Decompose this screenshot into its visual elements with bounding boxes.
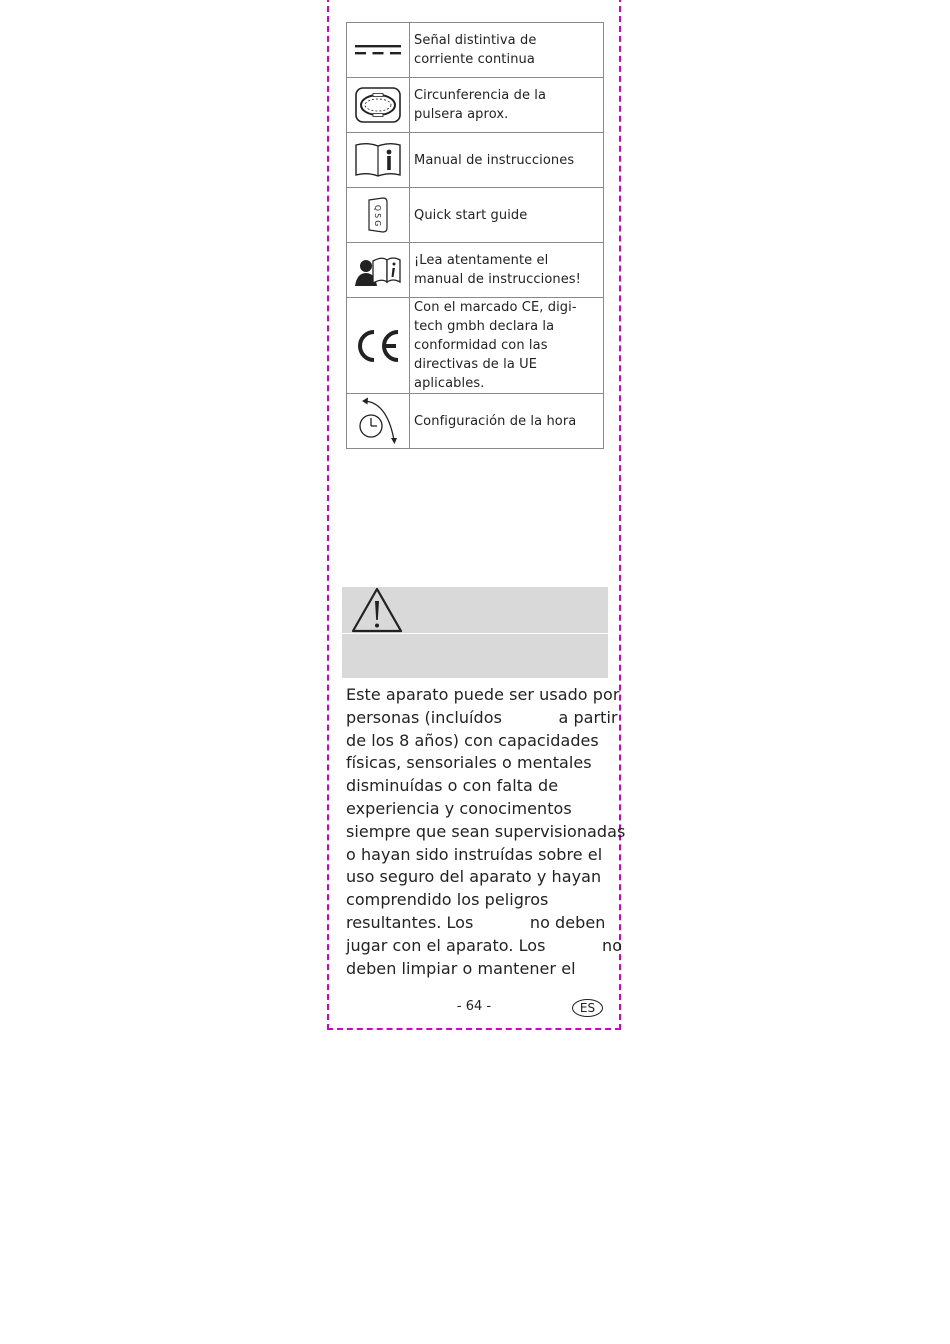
icon-cell <box>347 394 410 449</box>
text-line: Este aparato puede ser usado por <box>346 685 620 704</box>
time-setting-icon <box>354 396 402 446</box>
table-row <box>347 394 604 449</box>
text-line: o hayan sido instruídas sobre el <box>346 844 603 864</box>
text-line: físicas, sensoriales o mentales <box>346 753 592 773</box>
symbol-description: Con el marcado CE, digi-tech gmbh declara la conformidad con las directivas de la UE aplicables. <box>410 298 604 394</box>
symbol-description: Configuración de la hora <box>410 394 604 449</box>
symbol-description: Señal distintiva de corriente continua <box>410 23 604 78</box>
read-manual-icon <box>354 252 402 288</box>
text-line: comprendido los peligros <box>346 890 549 910</box>
symbol-description: ¡Lea atentamente el manual de instrucciones! <box>410 243 604 298</box>
table-row <box>347 78 604 133</box>
warning-divider <box>342 633 608 634</box>
text-line: uso seguro del aparato y hayan <box>346 867 602 887</box>
icon-cell <box>347 298 410 394</box>
text-line: jugar con el aparato. Los no <box>346 935 623 955</box>
table-row <box>347 243 604 298</box>
table-row <box>347 133 604 188</box>
symbol-description: Quick start guide <box>410 188 604 243</box>
table-row <box>347 23 604 78</box>
icon-cell <box>347 23 410 78</box>
quick-start-guide-icon <box>366 197 390 233</box>
text-line: siempre que sean supervisionadas <box>346 821 626 841</box>
symbol-description: Manual de instrucciones <box>410 133 604 188</box>
bracelet-circumference-icon <box>354 86 402 124</box>
text-line: experiencia y conocimentos <box>346 798 572 818</box>
text-line: deben limpiar o mantener el <box>346 958 576 978</box>
qsg-letters: Q S G <box>373 205 382 227</box>
direct-current-icon <box>354 43 402 57</box>
icon-cell <box>347 188 410 243</box>
text-line: personas (incluídos a partir <box>346 707 618 727</box>
language-badge: ES <box>572 999 603 1017</box>
table-row <box>347 188 604 243</box>
warning-box <box>342 587 608 678</box>
body-paragraph <box>346 684 626 980</box>
symbol-description: Circunferencia de la pulsera aprox. <box>410 78 604 133</box>
icon-cell <box>347 133 410 188</box>
icon-cell <box>347 78 410 133</box>
text-line: de los 8 años) con capacidades <box>346 730 599 750</box>
page-number: - 64 - <box>456 999 492 1014</box>
ce-mark-icon <box>354 328 402 364</box>
warning-triangle-icon <box>350 587 404 633</box>
text-line: disminuídas o con falta de <box>346 776 559 796</box>
text-line: resultantes. Los no deben <box>346 912 606 932</box>
manual-book-icon <box>353 141 403 179</box>
icon-cell <box>347 243 410 298</box>
symbols-table <box>346 22 604 449</box>
table-row <box>347 298 604 394</box>
